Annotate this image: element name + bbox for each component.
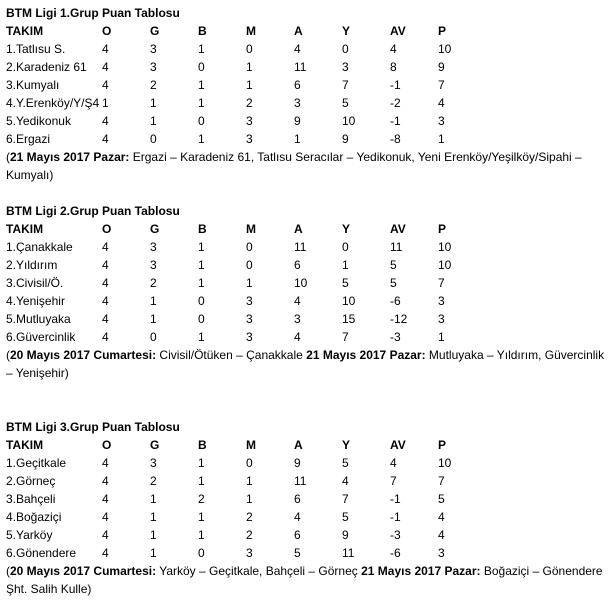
fixtures-text: ( [6,348,10,362]
goals-for: 9 [294,456,301,470]
played: 1 [102,96,109,110]
goals-against: 9 [342,528,349,542]
table-header-row [6,220,610,238]
played: 4 [102,456,109,470]
header-m: M [246,24,256,38]
played: 4 [102,78,109,92]
goal-difference: -3 [390,330,401,344]
fixtures-text: Ergazi – Karadeniz 61, Tatlısu Seracılar – Yedikonuk, Yeni Erenköy/Yeşilköy/Sipahi – Kumyalı) [6,150,582,182]
team-name: 1.Çanakkale [6,240,73,254]
table-row [6,472,610,490]
fixtures-date: 21 Mayıs 2017 Pazar: [10,150,130,164]
points: 3 [438,312,445,326]
drawn: 0 [198,114,205,128]
points: 3 [438,546,445,560]
won: 3 [150,60,157,74]
played: 4 [102,60,109,74]
team-name: 2.Yıldırım [6,258,58,272]
goal-difference: 5 [390,276,397,290]
fixtures-date: 20 Mayıs 2017 Cumartesi: [10,564,157,578]
played: 4 [102,312,109,326]
goals-against: 5 [342,276,349,290]
team-name: 6.Güvercinlik [6,330,76,344]
header-p: P [438,222,447,236]
lost: 1 [246,60,253,74]
goals-against: 5 [342,510,349,524]
fixtures-date: 20 Mayıs 2017 Cumartesi: [10,348,157,362]
won: 1 [150,492,157,506]
played: 4 [102,240,109,254]
won: 1 [150,312,157,326]
won: 2 [150,276,157,290]
goal-difference: 5 [390,258,397,272]
lost: 2 [246,96,253,110]
fixtures-text: Yarköy – Geçitkale, Bahçeli – Görneç [156,564,362,578]
table-row [6,526,610,544]
lost: 3 [246,114,253,128]
goals-for: 6 [294,528,301,542]
points: 1 [438,330,445,344]
points: 3 [438,114,445,128]
fixtures-text: Boğaziçi – Gönendere Şht. Salih Kulle) [6,564,603,596]
header-m: M [246,438,256,452]
goal-difference: -1 [390,492,401,506]
drawn: 0 [198,294,205,308]
team-name: 3.Civisil/Ö. [6,276,64,290]
lost: 1 [246,276,253,290]
header-p: P [438,438,447,452]
goals-against: 15 [342,312,356,326]
points: 1 [438,132,445,146]
drawn: 0 [198,60,205,74]
lost: 1 [246,492,253,506]
table-row [6,94,610,112]
goals-for: 9 [294,114,301,128]
drawn: 1 [198,474,205,488]
table-row [6,238,610,256]
goals-for: 4 [294,42,301,56]
won: 1 [150,114,157,128]
fixtures-note [6,562,606,598]
table-header-row [6,22,610,40]
group-2-section [6,202,610,382]
lost: 1 [246,78,253,92]
table-row [6,76,610,94]
header-g: G [150,24,160,38]
lost: 3 [246,132,253,146]
team-name: 4.Boğaziçi [6,510,62,524]
goal-difference: -1 [390,114,401,128]
played: 4 [102,546,109,560]
goals-against: 4 [342,474,349,488]
team-name: 5.Yedikonuk [6,114,71,128]
played: 4 [102,132,109,146]
goals-for: 10 [294,276,308,290]
lost: 0 [246,240,253,254]
goals-for: 4 [294,510,301,524]
table-row [6,454,610,472]
table-row [6,328,610,346]
fixtures-text: ( [6,564,10,578]
team-name: 2.Karadeniz 61 [6,60,87,74]
goals-against: 3 [342,60,349,74]
header-a: A [294,24,303,38]
drawn: 1 [198,240,205,254]
table-row [6,310,610,328]
goals-against: 10 [342,114,356,128]
fixtures-text: Civisil/Ötüken – Çanakkale [156,348,307,362]
fixtures-note [6,346,606,382]
header-a: A [294,438,303,452]
won: 1 [150,546,157,560]
won: 1 [150,294,157,308]
table-row [6,112,610,130]
goals-against: 0 [342,42,349,56]
played: 4 [102,474,109,488]
table-row [6,274,610,292]
group-title: BTM Ligi 1.Grup Puan Tablosu [6,6,180,20]
goals-for: 4 [294,330,301,344]
drawn: 0 [198,312,205,326]
goals-against: 0 [342,240,349,254]
lost: 3 [246,546,253,560]
goals-for: 6 [294,492,301,506]
lost: 2 [246,528,253,542]
won: 3 [150,240,157,254]
played: 4 [102,114,109,128]
played: 4 [102,492,109,506]
table-header-row [6,436,610,454]
header-g: G [150,438,160,452]
goals-against: 5 [342,456,349,470]
goal-difference: 11 [390,240,403,254]
header-p: P [438,24,447,38]
lost: 0 [246,258,253,272]
fixtures-text: Mutluyaka – Yıldırım, Güvercinlik – Yenişehir) [6,348,605,380]
points: 3 [438,294,445,308]
section-spacer [6,184,610,202]
played: 4 [102,294,109,308]
goals-against: 5 [342,96,349,110]
played: 4 [102,330,109,344]
header-y: Y [342,24,351,38]
header-team: TAKIM [6,24,44,38]
header-o: O [102,438,112,452]
group-3-section [6,418,610,598]
goals-for: 3 [294,96,301,110]
header-m: M [246,222,256,236]
points: 10 [438,42,452,56]
won: 2 [150,78,157,92]
goals-for: 11 [294,240,307,254]
goals-for: 4 [294,294,301,308]
goal-difference: -8 [390,132,401,146]
lost: 2 [246,510,253,524]
goal-difference: -12 [390,312,408,326]
drawn: 1 [198,42,205,56]
goals-against: 10 [342,294,356,308]
header-b: B [198,438,207,452]
goal-difference: -6 [390,546,401,560]
header-b: B [198,24,207,38]
points: 4 [438,528,445,542]
team-name: 4.Yenişehir [6,294,65,308]
points: 10 [438,258,452,272]
drawn: 1 [198,510,205,524]
header-team: TAKIM [6,438,44,452]
team-name: 1.Tatlısu S. [6,42,66,56]
points: 10 [438,456,452,470]
points: 7 [438,474,445,488]
lost: 0 [246,456,253,470]
team-name: 6.Gönendere [6,546,77,560]
goals-for: 1 [294,132,301,146]
won: 2 [150,474,157,488]
goal-difference: -3 [390,528,401,542]
team-name: 6.Ergazi [6,132,51,146]
table-row [6,292,610,310]
points: 9 [438,60,445,74]
points: 4 [438,510,445,524]
lost: 0 [246,42,253,56]
header-team: TAKIM [6,222,44,236]
header-a: A [294,222,303,236]
won: 3 [150,42,157,56]
team-name: 4.Y.Erenköy/Y/Ş4 [6,96,100,110]
drawn: 1 [198,528,205,542]
goals-against: 9 [342,132,349,146]
drawn: 0 [198,546,205,560]
goals-for: 5 [294,546,301,560]
won: 1 [150,96,157,110]
team-name: 5.Mutluyaka [6,312,71,326]
played: 4 [102,510,109,524]
fixtures-date: 21 Mayıs 2017 Pazar: [306,348,426,362]
points: 7 [438,78,445,92]
fixtures-note [6,148,606,184]
header-av: AV [390,24,406,38]
header-g: G [150,222,160,236]
header-o: O [102,24,112,38]
points: 5 [438,492,445,506]
drawn: 2 [198,492,205,506]
goal-difference: 7 [390,474,397,488]
drawn: 1 [198,132,205,146]
goal-difference: 8 [390,60,397,74]
goals-against: 7 [342,492,349,506]
table-row [6,130,610,148]
team-name: 3.Bahçeli [6,492,56,506]
table-row [6,256,610,274]
played: 4 [102,258,109,272]
drawn: 1 [198,96,205,110]
won: 0 [150,330,157,344]
points: 4 [438,96,445,110]
goal-difference: -6 [390,294,401,308]
points: 10 [438,240,452,254]
won: 0 [150,132,157,146]
header-y: Y [342,222,351,236]
header-o: O [102,222,112,236]
table-row [6,40,610,58]
fixtures-date: 21 Mayıs 2017 Pazar: [361,564,481,578]
team-name: 2.Görneç [6,474,56,488]
drawn: 1 [198,276,205,290]
goals-for: 11 [294,474,307,488]
fixtures-text: ( [6,150,10,164]
won: 1 [150,528,157,542]
lost: 1 [246,474,253,488]
goal-difference: -1 [390,510,401,524]
section-spacer [6,382,610,418]
header-b: B [198,222,207,236]
played: 4 [102,42,109,56]
goal-difference: -1 [390,78,401,92]
lost: 3 [246,330,253,344]
header-av: AV [390,222,406,236]
won: 3 [150,258,157,272]
goals-against: 7 [342,330,349,344]
goals-against: 7 [342,78,349,92]
team-name: 3.Kumyalı [6,78,60,92]
goals-for: 3 [294,312,301,326]
table-row [6,544,610,562]
drawn: 1 [198,456,205,470]
goals-for: 6 [294,78,301,92]
group-title: BTM Ligi 2.Grup Puan Tablosu [6,204,180,218]
drawn: 1 [198,78,205,92]
goals-against: 11 [342,546,355,560]
won: 3 [150,456,157,470]
table-row [6,508,610,526]
team-name: 1.Geçitkale [6,456,67,470]
goal-difference: 4 [390,456,397,470]
drawn: 1 [198,258,205,272]
group-1-section [6,4,610,184]
header-av: AV [390,438,406,452]
standings-document [6,4,610,598]
played: 4 [102,528,109,542]
drawn: 1 [198,330,205,344]
goal-difference: 4 [390,42,397,56]
played: 4 [102,276,109,290]
header-y: Y [342,438,351,452]
team-name: 5.Yarköy [6,528,53,542]
lost: 3 [246,312,253,326]
lost: 3 [246,294,253,308]
points: 7 [438,276,445,290]
table-row [6,58,610,76]
goals-for: 6 [294,258,301,272]
goals-for: 11 [294,60,307,74]
goal-difference: -2 [390,96,401,110]
group-title: BTM Ligi 3.Grup Puan Tablosu [6,420,180,434]
table-row [6,490,610,508]
won: 1 [150,510,157,524]
goals-against: 1 [342,258,349,272]
